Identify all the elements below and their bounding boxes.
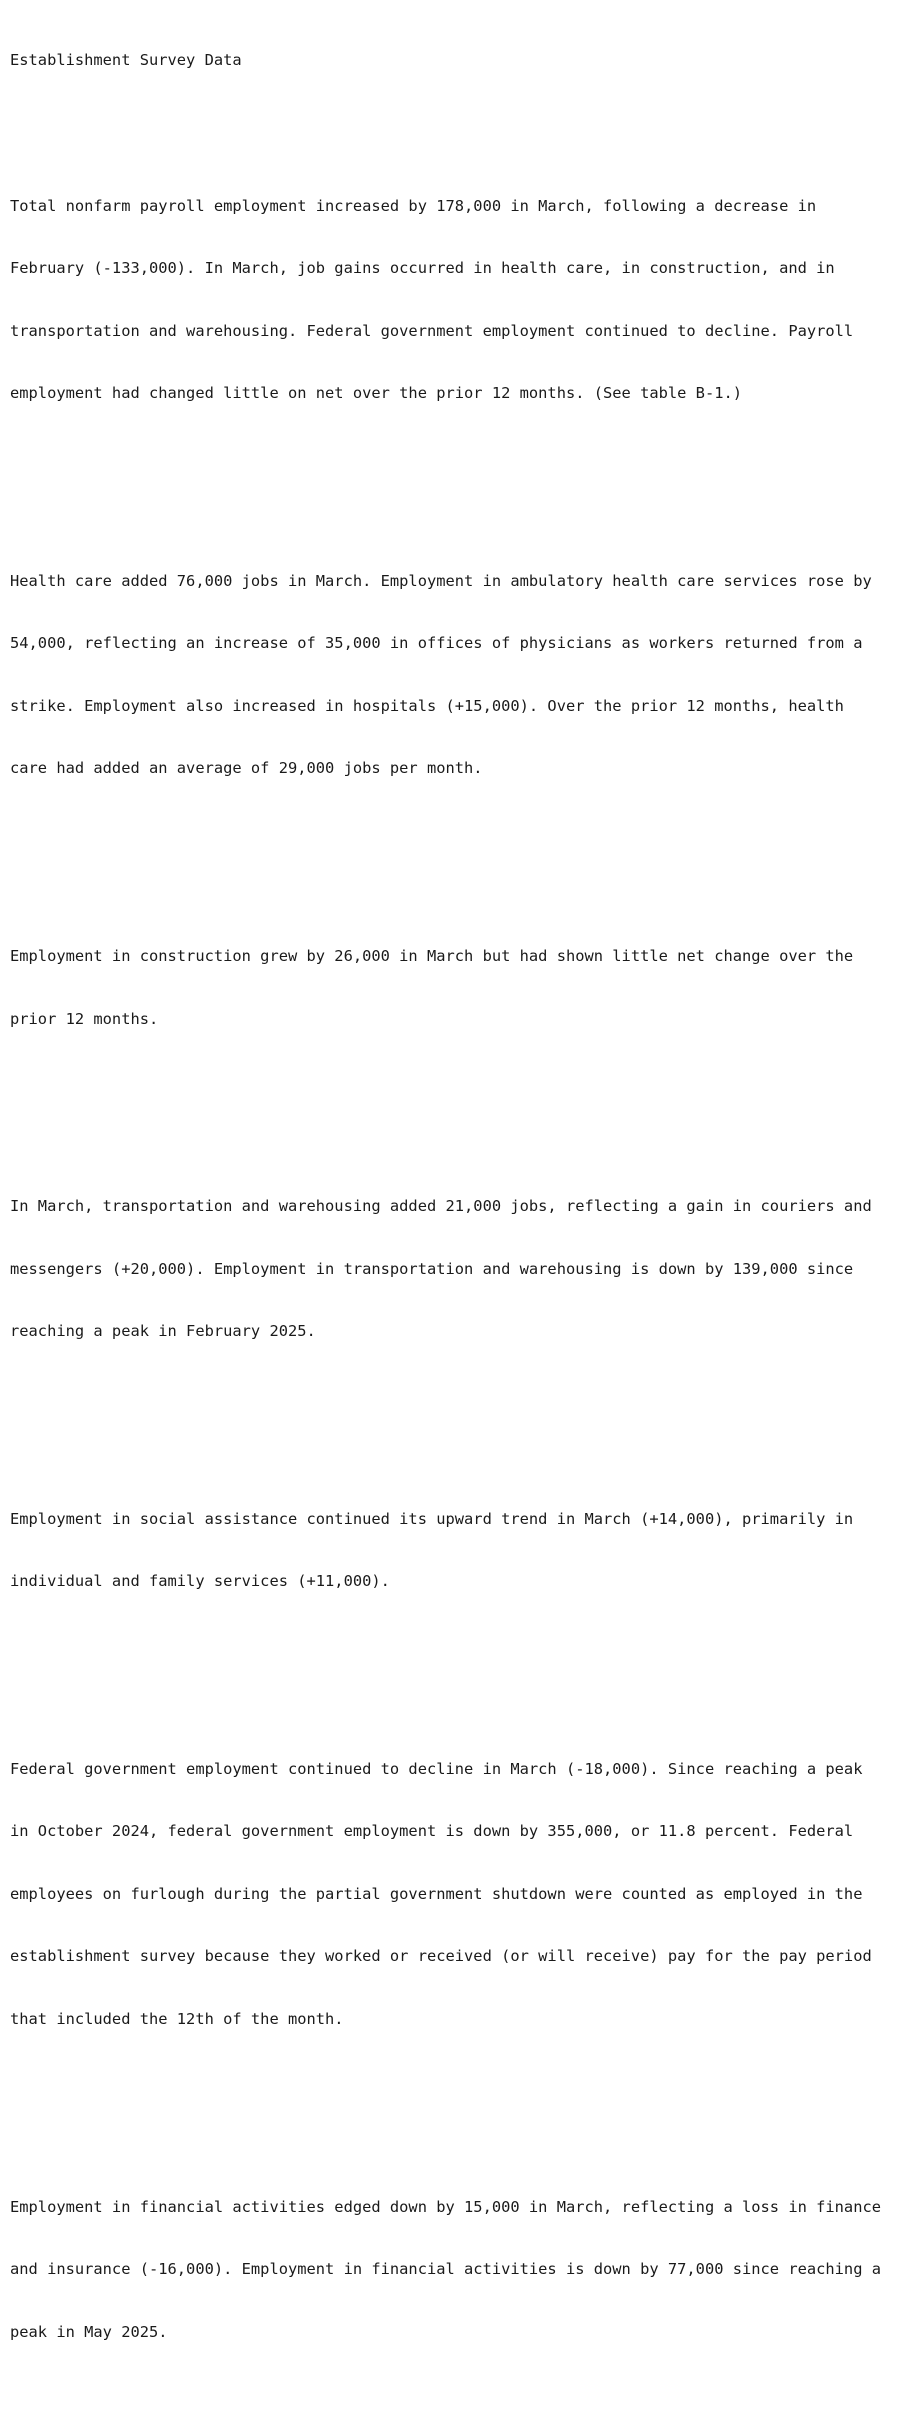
paragraph-line: messengers (+20,000). Employment in transportation and warehousing is down by 139,000 since — [10, 1259, 854, 1278]
paragraph-line: reaching a peak in February 2025. — [10, 1322, 316, 1341]
paragraph-payroll-summary — [10, 154, 902, 446]
paragraph-line: February (-133,000). In March, job gains occurred in health care, in construction, and in — [10, 259, 835, 278]
paragraph-construction — [10, 904, 902, 1071]
paragraph-transportation — [10, 1154, 902, 1383]
paragraph-line: employment had changed little on net over the prior 12 months. (See table B-1.) — [10, 384, 743, 403]
paragraph-line: 54,000, reflecting an increase of 35,000 in offices of physicians as workers returned from a — [10, 634, 863, 653]
paragraph-line: Employment in social assistance continued its upward trend in March (+14,000), primarily in — [10, 1509, 854, 1528]
paragraph-line: and insurance (-16,000). Employment in financial activities is down by 77,000 since reaching a — [10, 2260, 881, 2279]
paragraph-line: that included the 12th of the month. — [10, 2010, 344, 2028]
paragraph-health-care — [10, 529, 902, 821]
paragraph-line: Employment in construction grew by 26,000 in March but had shown little net change over the — [10, 946, 854, 965]
document-body — [10, 8, 902, 2426]
paragraph-line: in October 2024, federal government employment is down by 355,000, or 11.8 percent. Federal — [10, 1822, 854, 1841]
paragraph-line: Federal government employment continued to decline in March (-18,000). Since reaching a peak — [10, 1759, 863, 1778]
paragraph-line: employees on furlough during the partial government shutdown were counted as employed in the — [10, 1884, 863, 1903]
paragraph-federal-government — [10, 1717, 902, 2071]
paragraph-line: establishment survey because they worked or received (or will receive) pay for the pay period — [10, 1947, 872, 1966]
paragraph-financial-activities — [10, 2155, 902, 2384]
paragraph-social-assistance — [10, 1467, 902, 1634]
paragraph-line: In March, transportation and warehousing added 21,000 jobs, reflecting a gain in couriers and — [10, 1197, 872, 1216]
paragraph-line: transportation and warehousing. Federal government employment continued to decline. Payroll — [10, 321, 854, 340]
paragraph-line: strike. Employment also increased in hospitals (+15,000). Over the prior 12 months, health — [10, 696, 844, 715]
paragraph-line: Total nonfarm payroll employment increased by 178,000 in March, following a decrease in — [10, 196, 817, 215]
paragraph-line: Health care added 76,000 jobs in March. Employment in ambulatory health care services rose by — [10, 571, 872, 590]
paragraph-line: prior 12 months. — [10, 1009, 159, 1028]
paragraph-line: individual and family services (+11,000). — [10, 1572, 390, 1591]
document-title: Establishment Survey Data — [10, 50, 242, 69]
paragraph-line: peak in May 2025. — [10, 2322, 168, 2341]
paragraph-line: care had added an average of 29,000 jobs per month. — [10, 759, 483, 778]
paragraph-line: Employment in financial activities edged down by 15,000 in March, reflecting a loss in finance — [10, 2197, 881, 2216]
